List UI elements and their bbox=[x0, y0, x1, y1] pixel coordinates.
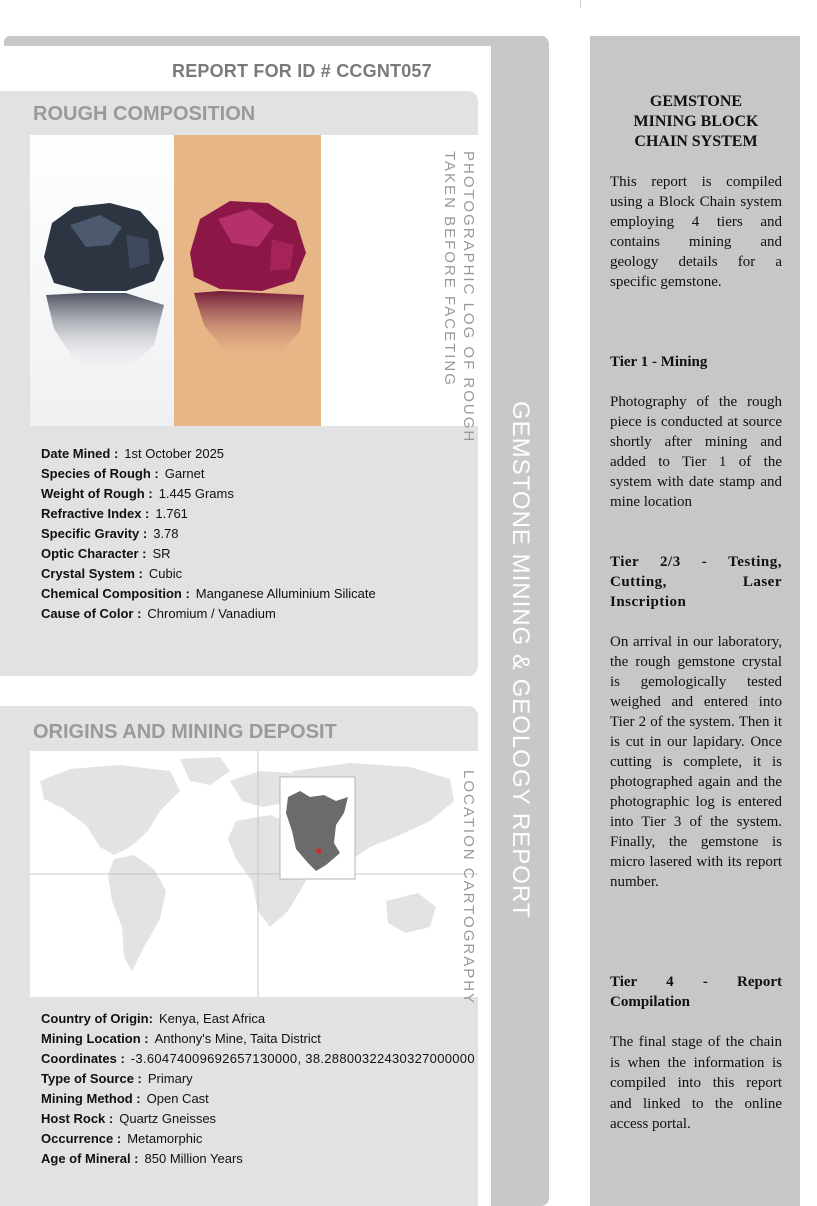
row-value: Metamorphic bbox=[127, 1131, 203, 1146]
photo-log-label-line1: PHOTOGRAPHIC LOG OF ROUGH bbox=[460, 151, 477, 444]
blockchain-sidebar bbox=[590, 36, 800, 1206]
origin-row-country bbox=[41, 1011, 265, 1026]
sidebar-title bbox=[610, 92, 782, 152]
rough-row-optic-character bbox=[41, 546, 171, 561]
row-label: Weight of Rough : bbox=[41, 486, 153, 501]
red-garnet-image bbox=[174, 135, 321, 426]
row-label: Occurrence : bbox=[41, 1131, 122, 1146]
vertical-banner-text: GEMSTONE MINING & GEOLOGY REPORT bbox=[507, 401, 534, 919]
row-value: Anthony's Mine, Taita District bbox=[154, 1031, 321, 1046]
origin-row-mining-method bbox=[41, 1091, 209, 1106]
row-label: Country of Origin: bbox=[41, 1011, 153, 1026]
world-map-image bbox=[30, 751, 478, 997]
dark-garnet-image bbox=[30, 135, 174, 426]
kenya-inset bbox=[280, 777, 355, 879]
rough-photo-dark bbox=[30, 135, 174, 426]
origin-row-host-rock bbox=[41, 1111, 216, 1126]
tier1-text: Photography of the rough piece is conducted at source shortly after mining and added to Tier 1 of the system with date stamp and mine location bbox=[610, 394, 782, 510]
row-value: Kenya, East Africa bbox=[158, 1011, 266, 1026]
world-map bbox=[30, 751, 478, 997]
row-value: 3.78 bbox=[153, 526, 179, 541]
rough-row-date-mined bbox=[41, 446, 224, 461]
sidebar-title-line3: CHAIN SYSTEM bbox=[634, 133, 758, 150]
row-value: Quartz Gneisses bbox=[119, 1111, 217, 1126]
row-label: Date Mined : bbox=[41, 446, 119, 461]
mine-location-marker bbox=[317, 849, 322, 854]
row-value: 1st October 2025 bbox=[124, 446, 225, 461]
row-value: 1.761 bbox=[155, 506, 188, 521]
row-label: Mining Method : bbox=[41, 1091, 141, 1106]
row-label: Chemical Composition : bbox=[41, 586, 190, 601]
row-label: Coordinates : bbox=[41, 1051, 125, 1066]
tier4-text: The final stage of the chain is when the information is compiled into this report and linked to the online access portal. bbox=[610, 1034, 782, 1132]
tier4-heading: Tier 4 - Report Compilation bbox=[610, 974, 782, 1010]
rough-row-crystal-system bbox=[41, 566, 182, 581]
top-divider-mark bbox=[580, 0, 581, 8]
row-label: Refractive Index : bbox=[41, 506, 150, 521]
rough-row-chemical-composition bbox=[41, 586, 376, 601]
origin-row-coordinates bbox=[41, 1051, 475, 1066]
row-value: SR bbox=[152, 546, 171, 561]
row-value: Garnet bbox=[164, 466, 205, 481]
row-label: Crystal System : bbox=[41, 566, 143, 581]
tier23-heading: Tier 2/3 - Testing, Cutting, Laser Inscription bbox=[610, 554, 782, 610]
rough-row-species bbox=[41, 466, 204, 481]
row-label: Specific Gravity : bbox=[41, 526, 148, 541]
rough-row-weight bbox=[41, 486, 234, 501]
row-value: 850 Million Years bbox=[144, 1151, 243, 1166]
row-value: Chromium / Vanadium bbox=[147, 606, 276, 621]
row-value: Open Cast bbox=[146, 1091, 209, 1106]
origin-row-mining-location bbox=[41, 1031, 321, 1046]
rough-photo-light bbox=[174, 135, 321, 426]
row-value: Manganese Alluminium Silicate bbox=[195, 586, 376, 601]
row-label: Cause of Color : bbox=[41, 606, 142, 621]
vertical-banner bbox=[491, 36, 549, 1206]
photo-log-label-line2: TAKEN BEFORE FACETING bbox=[441, 151, 458, 387]
map-label-text: LOCATION CARTOGRAPHY bbox=[460, 770, 477, 1006]
top-bar bbox=[4, 36, 548, 46]
row-label: Age of Mineral : bbox=[41, 1151, 139, 1166]
row-value: Primary bbox=[147, 1071, 193, 1086]
row-label: Type of Source : bbox=[41, 1071, 142, 1086]
origins-section-title: ORIGINS AND MINING DEPOSIT bbox=[33, 721, 337, 743]
map-label bbox=[459, 770, 478, 1005]
rough-row-cause-of-color bbox=[41, 606, 276, 621]
rough-section-title: ROUGH COMPOSITION bbox=[33, 103, 256, 125]
row-label: Host Rock : bbox=[41, 1111, 114, 1126]
rough-row-refractive-index bbox=[41, 506, 188, 521]
report-title: REPORT FOR ID # CCGNT057 bbox=[172, 61, 432, 81]
rough-row-specific-gravity bbox=[41, 526, 179, 541]
origin-row-age-of-mineral bbox=[41, 1151, 243, 1166]
row-value: -3.60474009692657130000, 38.28800322430327000000 bbox=[130, 1051, 475, 1066]
sidebar-title-line1: GEMSTONE bbox=[649, 93, 743, 110]
sidebar-intro: This report is compiled using a Block Chain system employing 4 tiers and contains mining and geology details for a specific gemstone. bbox=[610, 174, 782, 290]
tier23-text: On arrival in our laboratory, the rough gemstone crystal is gemologically tested weighed and entered into Tier 2 of the system. Then it is cut in our lapidary. Once cutting is complete, it is photographed again and the photographic log is entered into Tier 3 of the system. Finally, the gemstone is micro lasered with its report number. bbox=[610, 634, 782, 890]
row-label: Species of Rough : bbox=[41, 466, 159, 481]
tier1-heading: Tier 1 - Mining bbox=[610, 354, 708, 370]
row-value: 1.445 Grams bbox=[158, 486, 234, 501]
row-label: Mining Location : bbox=[41, 1031, 149, 1046]
origin-row-type-of-source bbox=[41, 1071, 193, 1086]
row-value: Cubic bbox=[148, 566, 183, 581]
photo-log-label bbox=[440, 151, 478, 443]
origin-row-occurrence bbox=[41, 1131, 202, 1146]
row-label: Optic Character : bbox=[41, 546, 147, 561]
sidebar-title-line2: MINING BLOCK bbox=[633, 113, 759, 130]
